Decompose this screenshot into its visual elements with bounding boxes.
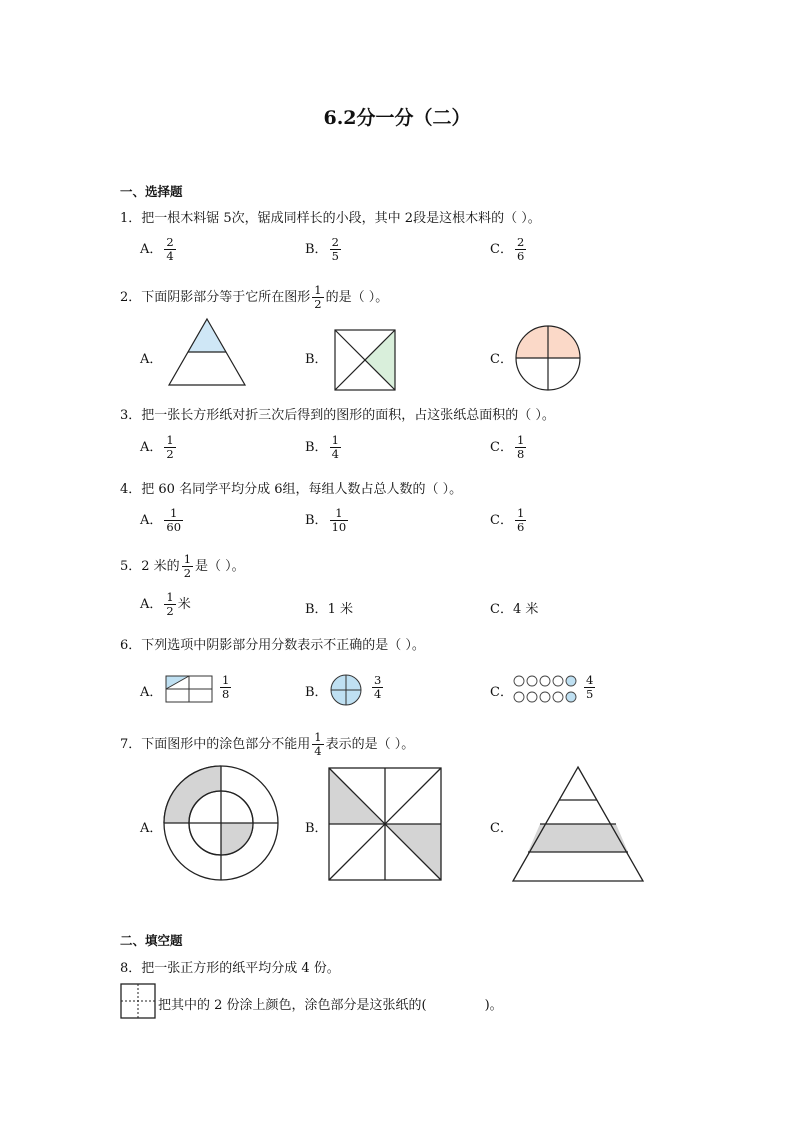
question-2-option-a-label: A． [140, 352, 163, 367]
question-1-option-b: B． $\frac{2}{5}$ [305, 235, 339, 263]
question-5-option-a: A． $\frac{1}{2}$ 米 [140, 590, 191, 618]
question-7-option-b-label: B． [305, 821, 328, 836]
question-8-line-2: 把其中的 2 份涂上颜色，涂色部分是这张纸的( )。 [158, 998, 503, 1013]
question-6-option-c-fraction: $\frac{4}{5}$ [586, 673, 594, 701]
question-1-option-a: A． $\frac{2}{4}$ [140, 235, 174, 263]
question-6-option-b-fraction: $\frac{3}{4}$ [374, 673, 382, 701]
question-5-option-c: C．4 米 [490, 602, 539, 617]
question-6-option-a-label: A． [140, 685, 163, 700]
question-7-ring-figure [163, 765, 279, 881]
question-8-text: 8．把一张正方形的纸平均分成 4 份。 [120, 961, 340, 976]
question-7-option-a-label: A． [140, 821, 163, 836]
question-2-circle-figure [515, 325, 581, 391]
question-6-text: 6．下列选项中阴影部分用分数表示不正确的是（ ）。 [120, 638, 425, 653]
question-3-option-c: C． $\frac{1}{8}$ [490, 433, 525, 461]
question-3-option-b: B． $\frac{1}{4}$ [305, 433, 339, 461]
question-7-text: 7．下面图形中的涂色部分不能用 $\frac{1}{4}$ 表示的是（ ）。 [120, 730, 415, 758]
question-3-text: 3．把一张长方形纸对折三次后得到的图形的面积，占这张纸总面积的（ ）。 [120, 408, 555, 423]
page-title: 6.2分一分（二） [323, 107, 471, 129]
question-8-square-icon [120, 983, 156, 1019]
question-6-grid-figure [165, 675, 213, 703]
triangle-shaded-top [188, 319, 226, 352]
question-2-triangle-figure [168, 318, 246, 386]
question-6-circle-figure [330, 674, 362, 706]
question-1-text: 1．把一根木料锯 5次，锯成同样长的小段，其中 2段是这根木料的（ ）。 [120, 211, 541, 226]
question-3-option-a: A． $\frac{1}{2}$ [140, 433, 174, 461]
question-5-text: 5．2 米的 $\frac{1}{2}$ 是（ ）。 [120, 552, 245, 580]
question-6-option-a-fraction: $\frac{1}{8}$ [222, 673, 230, 701]
question-6-option-b-label: B． [305, 685, 328, 700]
question-7-triangle-figure [512, 766, 644, 882]
question-6-option-c-label: C． [490, 685, 513, 700]
question-7-option-c-label: C． [490, 821, 513, 836]
square-shaded-right [365, 330, 395, 390]
question-2-option-b-label: B． [305, 352, 328, 367]
question-7-square-figure [328, 767, 442, 881]
section-heading-choice: 一、选择题 [120, 184, 183, 199]
question-4-option-c: C． $\frac{1}{6}$ [490, 506, 525, 534]
question-4-option-b: B． $\frac{1}{10}$ [305, 506, 347, 534]
question-6-dots-figure [513, 675, 581, 703]
question-2-option-c-label: C． [490, 352, 513, 367]
question-2-text: 2．下面阴影部分等于它所在图形 $\frac{1}{2}$ 的是（ ）。 [120, 283, 389, 311]
question-5-option-b: B．1 米 [305, 602, 353, 617]
section-heading-fill-blank: 二、填空题 [120, 933, 183, 948]
question-4-option-a: A． $\frac{1}{60}$ [140, 506, 182, 534]
question-4-text: 4．把 60 名同学平均分成 6组，每组人数占总人数的（ ）。 [120, 482, 463, 497]
question-1-option-c: C． $\frac{2}{6}$ [490, 235, 525, 263]
question-2-square-figure [334, 329, 396, 391]
